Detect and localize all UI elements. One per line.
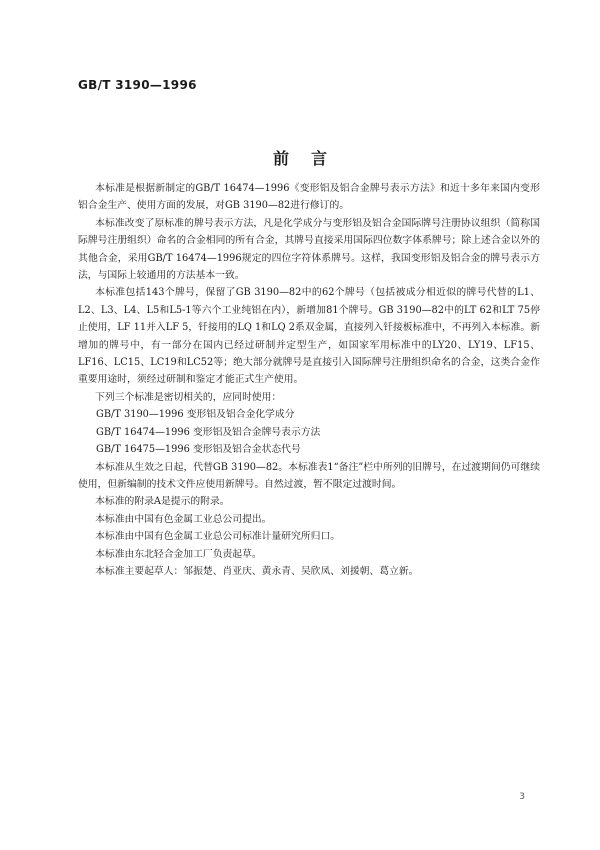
related-standards-list <box>78 406 540 458</box>
foreword-body <box>78 180 540 580</box>
page-number: 3 <box>519 792 525 802</box>
related-standard-code: GB/T 16474—1996 <box>96 426 190 438</box>
paragraph-related-intro: 下列三个标准是密切相关的，应同时使用： <box>95 391 282 403</box>
paragraph-appendix: 本标准的附录A是提示的附录。 <box>95 496 230 508</box>
related-standard-code: GB/T 3190—1996 <box>96 409 184 421</box>
related-standard-code: GB/T 16475—1996 <box>96 444 190 456</box>
related-standard-name: 变形铝及铝合金化学成分 <box>186 409 295 421</box>
related-standard-item <box>78 441 540 458</box>
paragraph-administrator: 本标准由中国有色金属工业总公司标准计量研究所归口。 <box>95 531 341 543</box>
page-title: 前言 <box>272 149 349 168</box>
paragraph-drafters: 本标准主要起草人：邹振楚、肖亚庆、黄永青、吴欣凤、刘援朝、葛立新。 <box>95 565 419 577</box>
paragraph-drafting-unit: 本标准由东北轻合金加工厂负责起草。 <box>95 548 262 560</box>
related-standard-item <box>78 406 540 423</box>
related-standard-item <box>78 424 540 441</box>
paragraph-grade-count: 本标准包括143个牌号，保留了GB 3190—82中的62个牌号（包括被成分相近似的牌号代替的L1、L2、L3、L4、L5和L5-1等六个工业纯铝在内），新增加81个牌号。GB 3190—82中的LT 62和LT 75停止使用，LF 11并入LF 5，钎接用的LQ 1和LQ 2系双金属，直接列入钎接板标准中，不再列入本标准。新增加的牌号中，有一部分在国内已经过研制并定型生产，如国家军用标准中的LY20、LY19、LF15、LF16、LC15、LC19和LC52等；绝大部分就牌号是直接引入国际牌号注册组织命名的合金，这类合金作重要用途时，须经过研制和鉴定才能正式生产使用。 <box>78 287 540 386</box>
paragraph-designation-change: 本标准改变了原标准的牌号表示方法，凡是化学成分与变形铝及铝合金国际牌号注册协议组织（简称国际牌号注册组织）命名的合金相同的所有合金，其牌号直接采用国际四位数字体系牌号；除上述合金以外的其他合金，采用GB/T 16474—1996规定的四位字符体系牌号。这样，我国变形铝及铝合金的牌号表示方法，与国际上较通用的方法基本一致。 <box>78 217 540 282</box>
paragraph-proposer: 本标准由中国有色金属工业总公司提出。 <box>95 513 272 525</box>
related-standard-name: 变形铝及铝合金牌号表示方法 <box>193 426 321 438</box>
paragraph-revision-basis: 本标准是根据新制定的GB/T 16474—1996《变形铝及铝合金牌号表示方法》和近十多年来国内变形铝合金生产、使用方面的发展，对GB 3190—82进行修订的。 <box>78 183 540 212</box>
standard-code-header: GB/T 3190—1996 <box>78 78 197 92</box>
paragraph-replacement: 本标准从生效之日起，代替GB 3190—82。本标准表1“备注”栏中所列的旧牌号，在过渡期间仍可继续使用，但新编制的技术文件应使用新牌号。自然过渡，暂不限定过渡时间。 <box>78 461 540 490</box>
related-standard-name: 变形铝及铝合金状态代号 <box>193 444 301 456</box>
